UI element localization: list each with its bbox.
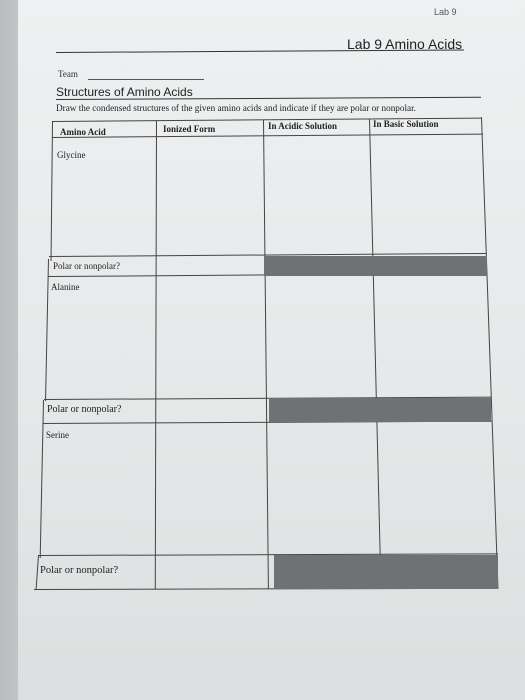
document-title: Lab 9 Amino Acids [347, 36, 463, 52]
shaded-cell [269, 398, 491, 422]
instructions-text: Draw the condensed structures of the given amino acids and indicate if they are polar or nonpolar. [56, 103, 416, 113]
team-label: Team [58, 69, 78, 79]
column-header-ionized-form: Ionized Form [163, 124, 216, 134]
amino-acid-name-glycine: Glycine [57, 150, 86, 160]
polar-question-serine: Polar or nonpolar? [40, 565, 119, 576]
polar-question-glycine: Polar or nonpolar? [53, 261, 120, 271]
column-header-acidic-solution: In Acidic Solution [268, 121, 338, 131]
team-blank-line [88, 79, 204, 80]
column-header-amino-acid: Amino Acid [60, 127, 106, 137]
polar-question-alanine: Polar or nonpolar? [47, 404, 122, 415]
section-title: Structures of Amino Acids [56, 85, 193, 99]
amino-acid-name-alanine: Alanine [51, 282, 80, 292]
amino-acid-name-serine: Serine [46, 430, 69, 440]
shaded-cell [274, 555, 498, 589]
column-header-basic-solution: In Basic Solution [373, 119, 439, 129]
lab-number-header: Lab 9 [434, 7, 457, 17]
shaded-cell [264, 256, 487, 276]
